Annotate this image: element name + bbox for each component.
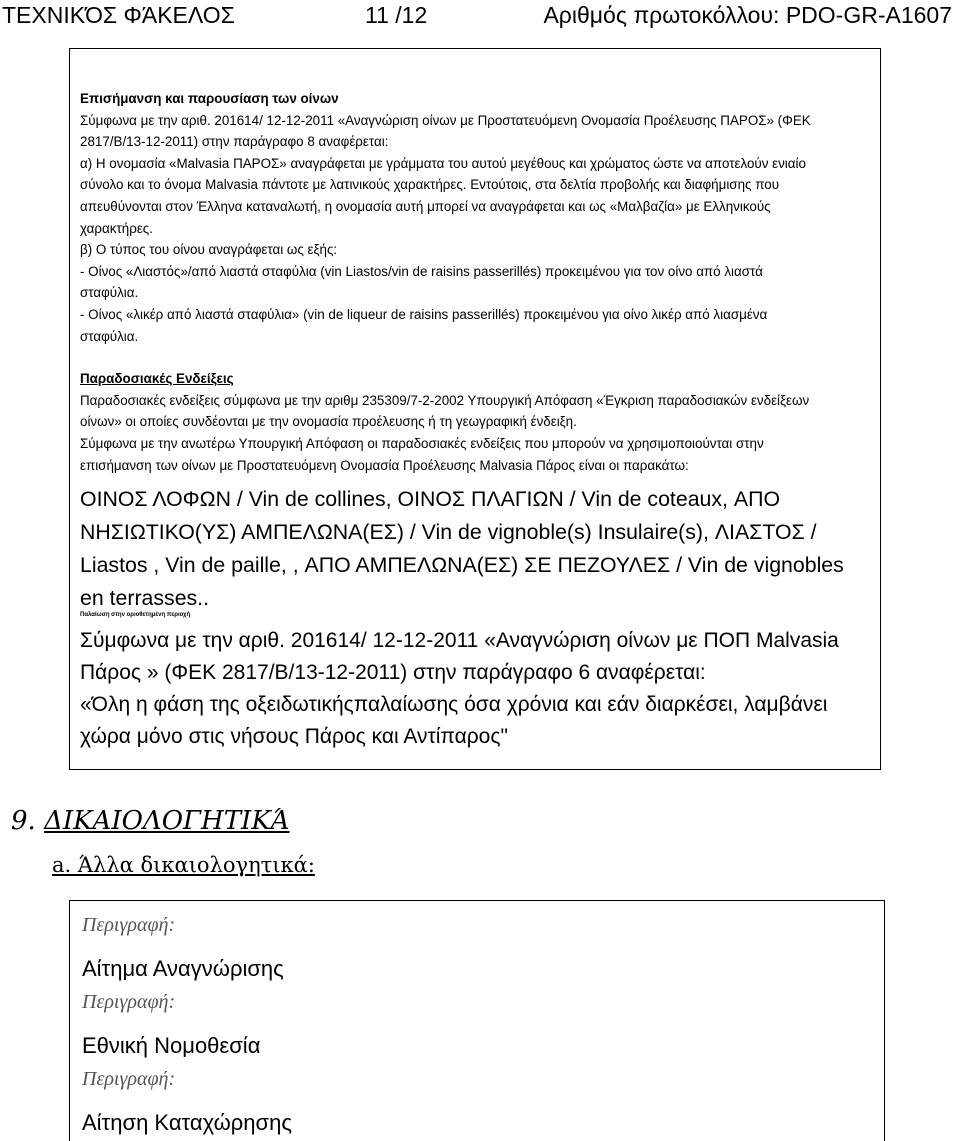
labelling-heading: Επισήμανση και παρουσίαση των οίνων	[80, 91, 339, 106]
ageing-line: χώρα μόνο στις νήσους Πάρος και Αντίπαρος"	[80, 725, 508, 749]
terms-line: Liastos , Vin de paille, , ΑΠΟ ΑΜΠΕΛΩΝΑ(ΕΣ) ΣΕ ΠΕΖΟΥΛΕΣ / Vin de vignobles	[80, 553, 844, 578]
traditional-line: οίνων» οι οποίες συνδέονται με την ονομασία προέλευσης ή τη γεωγραφική ένδειξη.	[80, 414, 577, 430]
labelling-line: απευθύνονται στον Έλληνα καταναλωτή, η ονομασία αυτή μπορεί να αναγράφεται και ως «Μαλβαζία» με Ελληνικούς	[80, 198, 771, 214]
protocol-number: Αριθμός πρωτοκόλλου: PDO-GR-A1607	[543, 2, 952, 28]
page-number: 11 /12	[365, 2, 428, 28]
traditional-line: Σύμφωνα με την ανωτέρω Υπουργική Απόφαση οι παραδοσιακές ενδείξεις που μπορούν να χρησιμοποιούνται στην	[80, 435, 764, 451]
labelling-line: σταφύλια.	[80, 285, 139, 301]
terms-line: ΝΗΣΙΩΤΙΚΟ(ΥΣ) ΑΜΠΕΛΩΝΑ(ΕΣ) / Vin de vignoble(s) Insulaire(s), ΛΙΑΣΤΟΣ /	[80, 520, 817, 545]
traditional-terms	[80, 483, 870, 615]
labelling-line: σταφύλια.	[80, 328, 139, 344]
ageing-text	[80, 625, 870, 753]
section-9-heading	[11, 804, 290, 838]
document-label: Περιγραφή:	[82, 914, 176, 936]
section-title: ΔΙΚΑΙΟΛΟΓΗΤΙΚΆ	[44, 806, 290, 836]
ageing-line: Πάρος » (ΦΕΚ 2817/Β/13-12-2011) στην παράγραφο 6 αναφέρεται:	[80, 661, 706, 685]
labelling-content	[80, 88, 870, 753]
labelling-line: - Οίνος «Λιαστός»/από λιαστά σταφύλια (vin Liastos/vin de raisins passerillés) προκειμένου για τον οίνο από λιαστά	[80, 263, 763, 279]
document-value: Εθνική Νομοθεσία	[82, 1033, 261, 1058]
labelling-line: 2817/Β/13-12-2011) στην παράγραφο 8 αναφέρεται:	[80, 134, 389, 150]
ageing-line: Σύμφωνα με την αριθ. 201614/ 12-12-2011 «Αναγνώριση οίνων με ΠΟΠ Malvasia	[80, 629, 839, 653]
labelling-line: α) Η ονομασία «Malvasia ΠΑΡΟΣ» αναγράφεται με γράμματα του αυτού μεγέθους και χρώματος ώστε να αποτελούν ενιαίο	[80, 155, 806, 171]
labelling-line: Σύμφωνα με την αριθ. 201614/ 12-12-2011 «Αναγνώριση οίνων με Προστατευόμενη Ονομασία Προέλευσης ΠΑΡΟΣ» (ΦΕΚ	[80, 112, 811, 128]
page-header	[0, 0, 960, 32]
document-label: Περιγραφή:	[82, 1068, 176, 1090]
traditional-heading: Παραδοσιακές Ενδείξεις	[80, 371, 234, 387]
labelling-line: σύνολο και το όνομα Malvasia πάντοτε με λατινικούς χαρακτήρες. Εντούτοις, στα δελτία προβολής και διαφήμισης που	[80, 177, 780, 193]
ageing-line: «Όλη η φάση της οξειδωτικήςπαλαίωσης όσα χρόνια και εάν διαρκέσει, λαμβάνει	[80, 693, 828, 717]
ageing-label: Παλαίωση στην οριοθετημένη περιοχή	[80, 612, 191, 619]
document-label: Περιγραφή:	[82, 991, 176, 1013]
document-title: ΤΕΧΝΙΚΌΣ ΦΆΚΕΛΟΣ	[2, 2, 235, 28]
section-number: 9.	[11, 806, 36, 836]
traditional-line: Παραδοσιακές ενδείξεις σύμφωνα με την αριθμ 235309/7-2-2002 Υπουργική Απόφαση «Έγκριση παραδοσιακών ενδείξεων	[80, 392, 810, 408]
document-value: Αίτηση Καταχώρησης	[82, 1110, 292, 1135]
labelling-line: β) Ο τύπος του οίνου αναγράφεται ως εξής:	[80, 242, 338, 258]
labelling-line: - Οίνος «λικέρ από λιαστά σταφύλια» (vin de liqueur de raisins passerillés) προκειμένου για οίνο λικέρ από λιασμένα	[80, 306, 768, 322]
section-subtitle: a. Άλλα δικαιολογητικά:	[52, 853, 315, 877]
documents-box	[69, 900, 885, 1141]
labelling-line: χαρακτήρες.	[80, 220, 153, 236]
document-value: Αίτημα Αναγνώρισης	[82, 956, 284, 981]
terms-line: en terrasses..	[80, 586, 210, 611]
terms-line: ΟΙΝΟΣ ΛΟΦΩΝ / Vin de collines, ΟΙΝΟΣ ΠΛΑΓΙΩΝ / Vin de coteaux, ΑΠΟ	[80, 487, 781, 512]
traditional-line: επισήμανση των οίνων με Προστατευόμενη Ονομασία Προέλευσης Malvasia Πάρος είναι οι παρακάτω:	[80, 457, 689, 473]
